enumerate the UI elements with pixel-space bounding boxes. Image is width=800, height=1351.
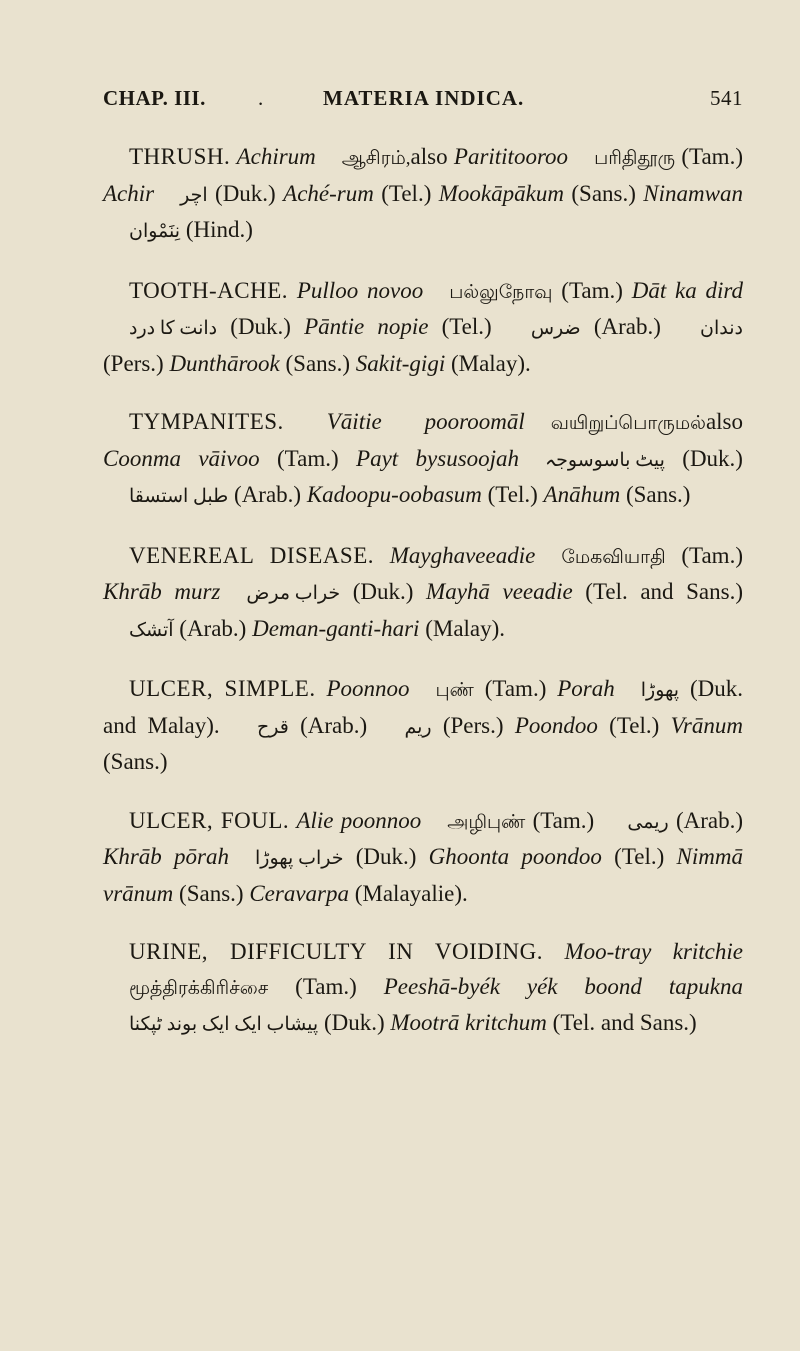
entry-text: (Duk.) — [207, 180, 284, 206]
entry-text: (Tam.) — [665, 542, 743, 568]
entry-text: (Arab.) — [288, 712, 379, 738]
entry-term: TOOTH-ACHE. — [129, 277, 289, 303]
entry-text: (Tel.) — [597, 712, 671, 738]
entry-text: also — [705, 409, 744, 434]
entry-term: THRUSH. — [129, 144, 231, 169]
native-name: Vāitie pooroomāl — [326, 409, 525, 434]
native-name: Aché-rum — [283, 180, 374, 206]
entry-text: (Malay). — [445, 350, 531, 376]
entry-text: (Hind.) — [180, 217, 253, 242]
entry-text — [288, 278, 297, 303]
entry-text: (Tam.) — [552, 277, 632, 303]
native-script: அழிபுண் — [447, 811, 526, 833]
header-separator: . — [258, 86, 264, 110]
entry-text: (Duk.) — [664, 445, 743, 471]
native-name: Alie poonnoo — [296, 807, 422, 833]
native-name: Dunthārook — [169, 350, 280, 376]
native-name: Deman-ganti-hari — [252, 615, 420, 641]
entry-text: (Malayalie). — [348, 880, 468, 906]
native-name: Achirum — [236, 144, 316, 169]
entry-text: (Tel.) — [373, 180, 439, 206]
entry-text: (Sans.) — [103, 749, 168, 774]
native-name: Anāhum — [543, 482, 621, 507]
native-script: புண் — [435, 680, 474, 701]
native-name: Peeshā-byék yék boond tapukna — [383, 973, 743, 999]
native-name: Khrāb murz — [103, 579, 221, 604]
entry-text: (Tam.) — [268, 973, 384, 999]
native-name: Kadoopu-oobasum — [306, 482, 482, 507]
native-script: پیٹ باسوسوجہ — [545, 449, 665, 471]
native-script: மூத்திரக்கிரிச்சை — [129, 977, 269, 999]
entry-text: (Tam.) — [675, 144, 743, 169]
entry-text: also — [410, 144, 454, 169]
native-name: Khrāb pōrah — [103, 844, 229, 869]
native-script: ضرس — [530, 318, 581, 339]
entry-term: ULCER, FOUL. — [129, 807, 290, 833]
entry-text — [316, 676, 327, 701]
entry-text: (Sans.) — [563, 180, 644, 206]
native-name: Achir — [103, 180, 155, 206]
native-name: Mootrā kritchum — [390, 1010, 547, 1035]
entry-text: (Malay). — [419, 615, 506, 641]
native-script: பல்லுநோவு — [449, 281, 553, 303]
native-script: دندان — [700, 318, 743, 339]
native-script: வயிறுப்பொருமல் — [550, 413, 706, 434]
native-script: ஆசிரம், — [341, 148, 411, 169]
native-script: نِنَمْوان — [129, 221, 181, 242]
entry-text: (Arab.) — [668, 807, 743, 833]
native-name: Ninamwan — [643, 180, 743, 206]
entry-text: (Tel. and Sans.) — [546, 1010, 697, 1035]
entries-list — [103, 140, 743, 1067]
native-script: ریمی — [627, 811, 669, 833]
native-name: Dāt ka dird — [631, 277, 743, 303]
entry-text: (Tam.) — [259, 445, 357, 471]
dictionary-entry — [103, 672, 743, 780]
entry-text: (Pers.) — [103, 350, 170, 376]
native-script: மேகவியாதி — [561, 546, 666, 568]
native-name: Vrānum — [670, 712, 743, 738]
native-name: Mookāpākum — [438, 180, 564, 206]
native-name: Coonma vāivoo — [103, 445, 260, 471]
running-title: MATERIA INDICA. — [323, 86, 525, 110]
dictionary-entry — [103, 405, 743, 515]
entry-text: (Sans.) — [173, 880, 250, 906]
entry-text: (Duk.) — [318, 1010, 391, 1035]
entry-text: (Duk.) — [217, 314, 305, 339]
entry-text: (Tel.) — [428, 314, 505, 339]
native-name: Pulloo novoo — [296, 277, 424, 303]
native-name: Sakit-gigi — [355, 350, 446, 376]
native-name: Moo-tray kritchie — [564, 939, 743, 964]
native-name: Ceravarpa — [249, 880, 349, 906]
page-number: 541 — [710, 86, 743, 110]
native-script: پیشاب ایک ایک بوند ٹپکنا — [129, 1014, 319, 1035]
entry-text — [543, 939, 564, 964]
native-name: Mayghaveeadie — [389, 542, 536, 568]
entry-text: (Duk.) — [340, 579, 427, 604]
entry-text: (Sans.) — [279, 350, 356, 376]
entry-text: (Tel.) — [481, 482, 544, 507]
native-script: خراب پھوڑا — [255, 848, 344, 869]
dictionary-entry — [103, 274, 743, 382]
native-script: دانت کا درد — [129, 318, 218, 339]
native-script: آتشک — [129, 619, 174, 641]
native-script: பரிதிதூரு — [594, 148, 676, 169]
native-name: Porah — [557, 676, 615, 701]
entry-text: (Tam.) — [473, 676, 558, 701]
entry-term: TYMPANITES. — [129, 409, 284, 434]
entry-term: URINE, DIFFICULTY IN VOIDING. — [129, 939, 543, 964]
entry-text: (Arab.) — [580, 314, 675, 339]
entry-text: (Arab.) — [173, 615, 253, 641]
entry-text: (Duk.) — [343, 844, 429, 869]
native-script: قرح — [256, 716, 289, 738]
entry-text: (Pers.) — [431, 712, 515, 738]
native-script: اچر — [180, 184, 208, 206]
entry-text — [374, 543, 390, 568]
native-script: پھوڑا — [640, 680, 680, 701]
native-name: Mayhā veeadie — [426, 579, 573, 604]
dictionary-entry — [103, 140, 743, 250]
chapter-label: CHAP. III. — [103, 86, 206, 110]
entry-term: VENEREAL DISEASE. — [129, 542, 375, 568]
native-script: خراب مرض — [246, 583, 341, 604]
dictionary-entry — [103, 539, 743, 649]
entry-text: (Tel.) — [601, 844, 677, 869]
dictionary-entry — [103, 935, 743, 1043]
native-name: Nimmā vrānum — [103, 844, 743, 906]
native-script: ریم — [404, 716, 432, 738]
dictionary-entry — [103, 804, 743, 912]
native-name: Poondoo — [514, 712, 598, 738]
native-name: Poonnoo — [326, 676, 410, 701]
entry-text: (Tel. and Sans.) — [572, 579, 743, 604]
entry-text: (Arab.) — [228, 482, 307, 507]
entry-text: (Tam.) — [525, 807, 602, 833]
native-name: Pāntie nopie — [304, 314, 429, 339]
native-script: طبل استسقا — [129, 486, 229, 507]
entry-text: (Sans.) — [620, 482, 691, 507]
native-name: Payt bysusoojah — [356, 445, 520, 471]
entry-text — [284, 409, 327, 434]
running-head — [103, 86, 743, 116]
native-name: Parititooroo — [453, 144, 569, 169]
entry-text: (Duk. and Malay). — [103, 676, 743, 738]
native-name: Ghoonta poondoo — [428, 844, 602, 869]
entry-term: ULCER, SIMPLE. — [129, 676, 316, 701]
